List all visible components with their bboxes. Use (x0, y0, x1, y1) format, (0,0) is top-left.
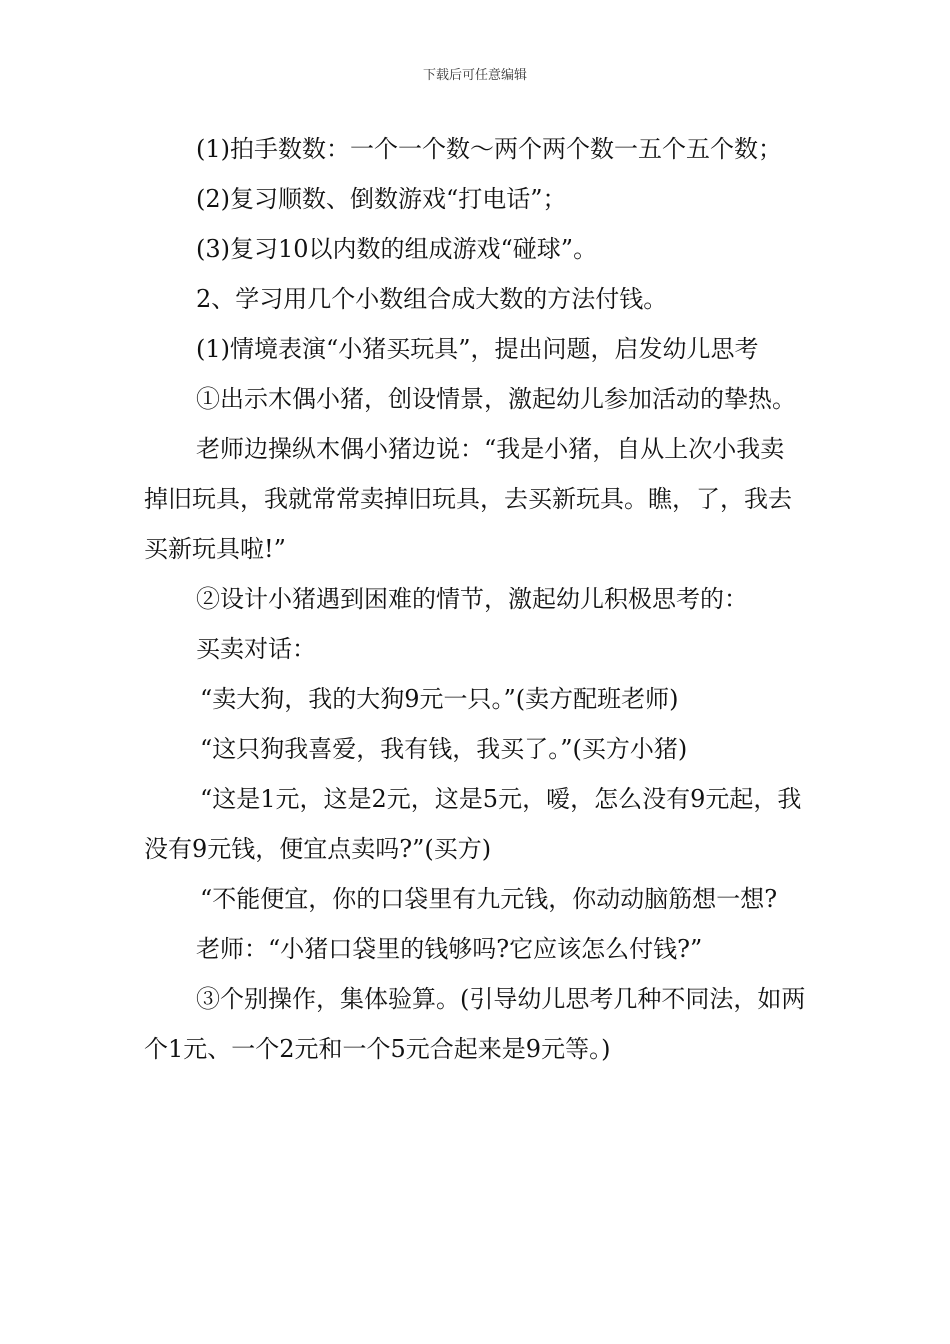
paragraph: “不能便宜，你的口袋里有九元钱，你动动脑筋想一想? (200, 885, 778, 913)
paragraph: (1)情境表演“小猪买玩具”，提出问题，启发幼儿思考 (196, 335, 759, 363)
document-body (144, 124, 808, 1074)
paragraph: (2)复习顺数、倒数游戏“打电话”； (196, 185, 567, 213)
paragraph: “卖大狗，我的大狗9元一只。”(卖方配班老师) (200, 685, 679, 713)
paragraph: (3)复习10以内数的组成游戏“碰球”。 (196, 235, 598, 263)
paragraph: 买卖对话： (196, 635, 316, 663)
paragraph: ①出示木偶小猪，创设情景，激起幼儿参加活动的挚热。 (196, 385, 796, 413)
paragraph: ②设计小猪遇到困难的情节，激起幼儿积极思考的： (196, 585, 748, 613)
paragraph: 老师边操纵木偶小猪边说：“我是小猪，自从上次小我卖掉旧玩具，我就常常卖掉旧玩具，去买新玩具。瞧，了，我去买新玩具啦!” (144, 435, 792, 563)
paragraph: “这是1元，这是2元，这是5元，嗳，怎么没有9元起，我没有9元钱，便宜点卖吗?”(买方) (144, 785, 802, 863)
paragraph: ③个别操作，集体验算。(引导幼儿思考几种不同法，如两个1元、一个2元和一个5元合起来是9元等。) (144, 985, 806, 1063)
paragraph: (1)拍手数数：一个一个数～两个两个数一五个五个数； (196, 135, 782, 163)
paragraph: “这只狗我喜爱，我有钱，我买了。”(买方小猪) (200, 735, 688, 763)
paragraph: 2、学习用几个小数组合成大数的方法付钱。 (196, 285, 668, 313)
paragraph: 老师：“小猪口袋里的钱够吗?它应该怎么付钱?” (196, 935, 703, 963)
page-header: 下载后可任意编辑 (422, 68, 527, 83)
